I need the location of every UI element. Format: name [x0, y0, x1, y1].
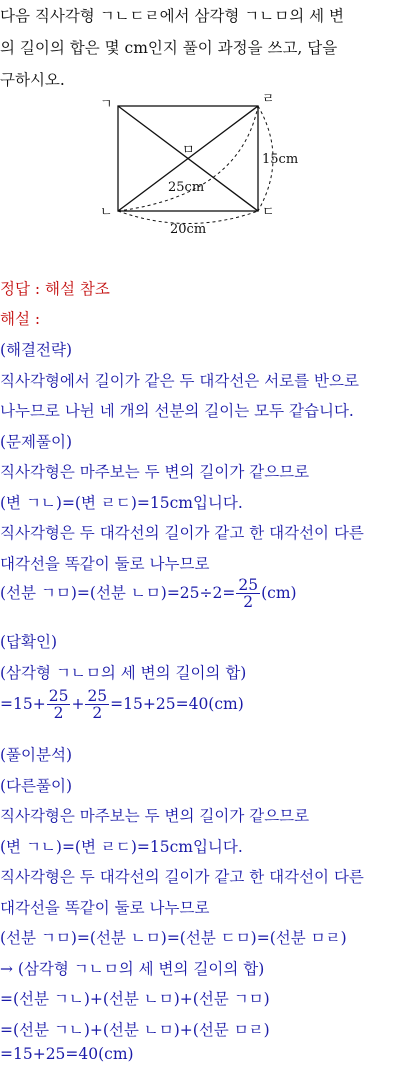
exp-line-03: 나누므로 나뉜 네 개의 선분의 길이는 모두 같습니다. [0, 402, 354, 420]
exp-line-21: =(선분 ㄱㄴ)+(선분 ㄴㅁ)+(선문 ㄱㅁ) [0, 990, 270, 1008]
exp-line-07: 직사각형은 두 대각선의 길이가 같고 한 대각선이 다른 [0, 524, 364, 542]
fraction-2 [85, 688, 109, 722]
exp-line-12-mid: + [71, 694, 85, 713]
exp-line-09-post: (cm) [261, 583, 297, 602]
exp-line-23: =15+25=40(cm) [0, 1045, 134, 1063]
fraction-25-over-2 [236, 577, 260, 611]
fraction-numerator: 25 [238, 576, 259, 594]
exp-line-01: (해결전략) [0, 341, 72, 359]
exp-line-02: 직사각형에서 길이가 같은 두 대각선은 서로를 반으로 [0, 372, 359, 390]
answer-header: 정답 : 해설 참조 [0, 280, 110, 298]
question-line-3: 구하시오. [0, 71, 65, 89]
vertex-label-br: ㄷ [262, 205, 275, 220]
rectangle-figure [0, 90, 400, 240]
exp-line-14: (다른풀이) [0, 777, 72, 795]
exp-line-12-pre: =15+ [0, 694, 46, 713]
center-label: ㅁ [182, 143, 195, 158]
width-label: 20cm [170, 222, 207, 237]
exp-line-05: 직사각형은 마주보는 두 변의 길이가 같으므로 [0, 463, 310, 481]
question-line-1: 다음 직사각형 ㄱㄴㄷㄹ에서 삼각형 ㄱㄴㅁ의 세 변 [0, 7, 344, 25]
exp-line-11: (삼각형 ㄱㄴㅁ의 세 변의 길이의 합) [0, 664, 247, 682]
fraction-2-denominator: 2 [92, 704, 103, 723]
exp-line-17: 직사각형은 두 대각선의 길이가 같고 한 대각선이 다른 [0, 868, 364, 886]
exp-line-16: (변 ㄱㄴ)=(변 ㄹㄷ)=15cm입니다. [0, 838, 243, 856]
exp-line-15: 직사각형은 마주보는 두 변의 길이가 같으므로 [0, 807, 310, 825]
exp-line-10: (답확인) [0, 633, 58, 651]
fraction-2-numerator: 25 [87, 687, 108, 705]
exp-line-06: (변 ㄱㄴ)=(변 ㄹㄷ)=15cm입니다. [0, 494, 243, 512]
fraction-denominator: 2 [243, 593, 254, 612]
explanation-label: 해설 : [0, 310, 41, 328]
fraction-1-denominator: 2 [53, 704, 64, 723]
exp-line-12-post: =15+25=40(cm) [110, 694, 244, 713]
fraction-1-numerator: 25 [48, 687, 69, 705]
exp-line-12 [0, 688, 244, 722]
exp-line-09 [0, 577, 297, 611]
exp-line-04: (문제풀이) [0, 433, 72, 451]
exp-line-20: → (삼각형 ㄱㄴㅁ의 세 변의 길이의 합) [0, 960, 265, 978]
height-label: 15cm [262, 152, 299, 167]
exp-line-22: =(선분 ㄱㄴ)+(선분 ㄴㅁ)+(선문 ㅁㄹ) [0, 1021, 270, 1039]
exp-line-09-pre: (선분 ㄱㅁ)=(선분 ㄴㅁ)=25÷2= [0, 583, 236, 602]
vertex-label-tl: ㄱ [100, 97, 113, 112]
vertex-label-bl: ㄴ [100, 205, 113, 220]
question-line-2: 의 길이의 합은 몇 cm인지 풀이 과정을 쓰고, 답을 [0, 39, 338, 57]
vertex-label-tr: ㄹ [262, 92, 275, 107]
exp-line-13: (풀이분석) [0, 746, 72, 764]
exp-line-18: 대각선을 똑같이 둘로 나누므로 [0, 899, 210, 917]
fraction-1 [47, 688, 71, 722]
exp-line-19: (선분 ㄱㅁ)=(선분 ㄴㅁ)=(선분 ㄷㅁ)=(선분 ㅁㄹ) [0, 929, 347, 947]
diagonal-label: 25cm [168, 180, 205, 195]
exp-line-08: 대각선을 똑같이 둘로 나누므로 [0, 555, 210, 573]
